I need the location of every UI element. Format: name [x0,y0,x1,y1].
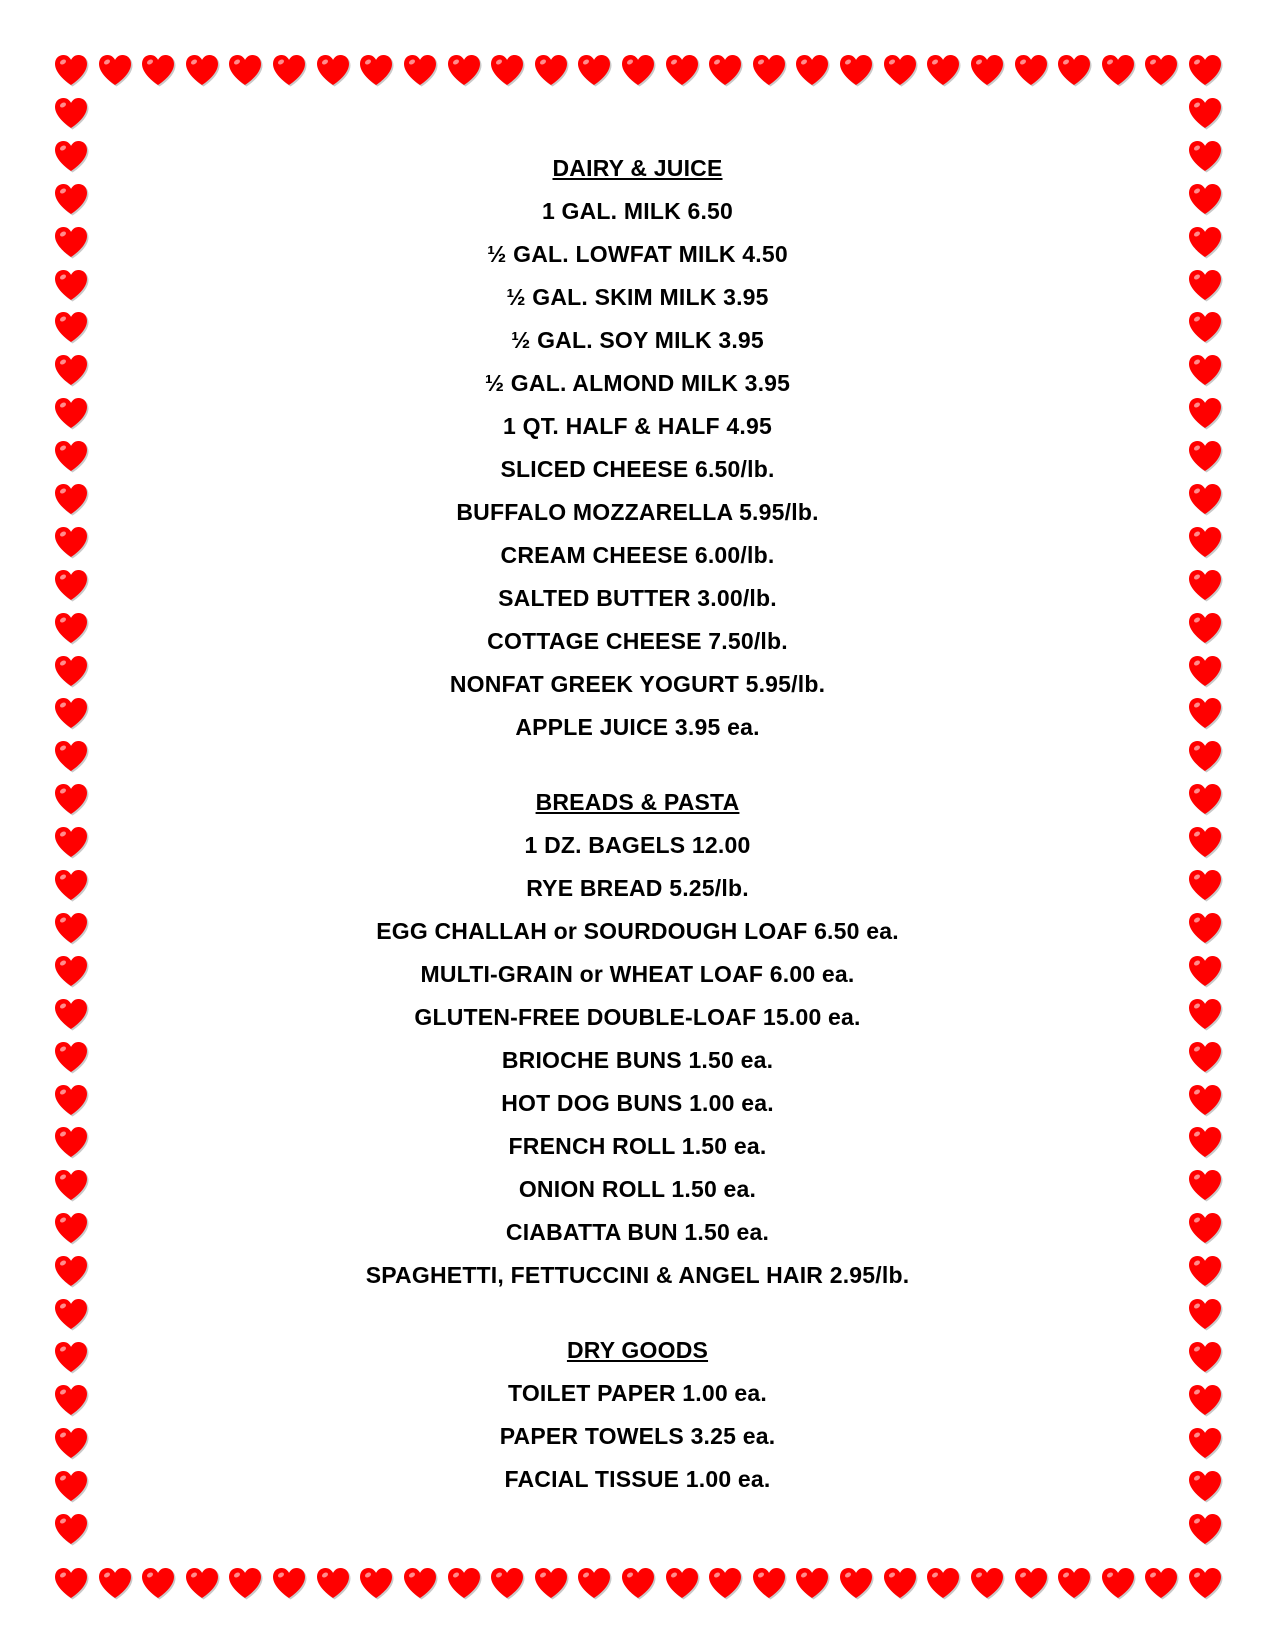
heart-icon [1187,53,1223,87]
heart-icon [1187,1340,1223,1374]
section-dry-goods [150,1329,1125,1501]
heart-icon [53,997,89,1031]
heart-icon [53,568,89,602]
heart-icon [1187,1211,1223,1245]
heart-icon [1013,1566,1049,1600]
heart-icon [707,53,743,87]
list-item: SALTED BUTTER 3.00/lb. [498,585,777,611]
heart-icon [53,1125,89,1159]
heart-icon [794,53,830,87]
heart-icon [664,53,700,87]
heart-icon [446,1566,482,1600]
heart-icon [925,53,961,87]
list-item: BRIOCHE BUNS 1.50 ea. [501,1047,774,1073]
heart-icon [620,1566,656,1600]
heart-icon [1187,139,1223,173]
list-item: CIABATTA BUN 1.50 ea. [505,1219,770,1245]
heart-icon [838,1566,874,1600]
heart-icon [751,53,787,87]
heart-icon [53,954,89,988]
section-heading: DAIRY & JUICE [552,155,723,181]
heart-icon [664,1566,700,1600]
heart-icon [1187,525,1223,559]
list-item: FACIAL TISSUE 1.00 ea. [504,1466,771,1492]
heart-icon [1100,53,1136,87]
heart-icon [315,53,351,87]
heart-icon [838,53,874,87]
list-item: TOILET PAPER 1.00 ea. [508,1380,767,1406]
heart-icon [53,268,89,302]
heart-icon [1187,396,1223,430]
heart-icon [489,1566,525,1600]
heart-icon [1187,1040,1223,1074]
heart-icon [1187,182,1223,216]
heart-icon [1056,1566,1092,1600]
heart-icon [184,53,220,87]
heart-icon [53,1469,89,1503]
heart-icon [1187,782,1223,816]
heart-icon [1187,96,1223,130]
section-breads-pasta [150,781,1125,1297]
heart-icon [53,225,89,259]
heart-icon [446,53,482,87]
heart-icon [1187,225,1223,259]
list-item: 1 GAL. MILK 6.50 [541,198,734,224]
heart-icon [1187,1383,1223,1417]
heart-icon [1187,1297,1223,1331]
section-dairy-juice [150,147,1125,749]
heart-icon [1187,1512,1223,1546]
list-item: 1 QT. HALF & HALF 4.95 [503,413,772,439]
heart-icon [1187,568,1223,602]
heart-icon [97,1566,133,1600]
heart-icon [620,53,656,87]
list-item: ½ GAL. SKIM MILK 3.95 [506,284,769,310]
heart-icon [533,53,569,87]
heart-icon [1187,868,1223,902]
heart-icon [53,1083,89,1117]
heart-icon [53,1383,89,1417]
list-item: SLICED CHEESE 6.50/lb. [500,456,775,482]
heart-icon [53,525,89,559]
heart-icon [1187,997,1223,1031]
list-item: HOT DOG BUNS 1.00 ea. [501,1090,774,1116]
heart-icon [402,1566,438,1600]
heart-icon [53,439,89,473]
heart-icon [97,53,133,87]
heart-icon [925,1566,961,1600]
heart-icon [227,1566,263,1600]
heart-icon [53,139,89,173]
list-item: MULTI-GRAIN or WHEAT LOAF 6.00 ea. [420,961,855,987]
heart-icon [1187,1469,1223,1503]
heart-icon [1013,53,1049,87]
heart-icon [1187,310,1223,344]
heart-icon [140,53,176,87]
heart-icon [1187,439,1223,473]
heart-icon [53,482,89,516]
heart-icon [184,1566,220,1600]
heart-icon [227,53,263,87]
heart-icon [1143,1566,1179,1600]
heart-icon [53,1040,89,1074]
item-list [150,190,1125,749]
heart-icon [1187,954,1223,988]
heart-icon [53,310,89,344]
heart-icon [53,53,89,87]
list-item: ½ GAL. ALMOND MILK 3.95 [484,370,791,396]
heart-icon [53,1168,89,1202]
section-heading: DRY GOODS [566,1337,709,1363]
heart-icon [882,1566,918,1600]
heart-icon [53,353,89,387]
heart-icon [53,1426,89,1460]
item-list [150,824,1125,1297]
heart-icon [53,1340,89,1374]
heart-icon [1187,1168,1223,1202]
heart-icon [53,739,89,773]
heart-icon [1187,1083,1223,1117]
heart-icon [1187,1254,1223,1288]
heart-icon [53,396,89,430]
list-item: APPLE JUICE 3.95 ea. [515,714,760,740]
heart-icon [53,782,89,816]
heart-icon [53,911,89,945]
heart-icon [315,1566,351,1600]
list-item: FRENCH ROLL 1.50 ea. [508,1133,767,1159]
heart-icon [53,1297,89,1331]
heart-icon [882,53,918,87]
list-item: CREAM CHEESE 6.00/lb. [500,542,775,568]
heart-icon [489,53,525,87]
heart-icon [53,1566,89,1600]
heart-icon [794,1566,830,1600]
list-item: SPAGHETTI, FETTUCCINI & ANGEL HAIR 2.95/lb. [365,1262,910,1288]
heart-icon [53,654,89,688]
heart-icon [358,53,394,87]
heart-icon [969,53,1005,87]
list-item: EGG CHALLAH or SOURDOUGH LOAF 6.50 ea. [376,918,899,944]
list-item: RYE BREAD 5.25/lb. [526,875,749,901]
list-item: ½ GAL. LOWFAT MILK 4.50 [487,241,788,267]
heart-icon [1187,1566,1223,1600]
heart-icon [402,53,438,87]
heart-icon [1187,353,1223,387]
item-list [150,1372,1125,1501]
heart-icon [1143,53,1179,87]
heart-icon [53,1512,89,1546]
heart-icon [1187,1125,1223,1159]
list-item: ONION ROLL 1.50 ea. [518,1176,757,1202]
heart-icon [53,825,89,859]
list-item: PAPER TOWELS 3.25 ea. [499,1423,776,1449]
list-item: COTTAGE CHEESE 7.50/lb. [487,628,788,654]
heart-icon [358,1566,394,1600]
heart-icon [1187,611,1223,645]
list-item: BUFFALO MOZZARELLA 5.95/lb. [456,499,819,525]
heart-icon [53,696,89,730]
heart-icon [1187,654,1223,688]
heart-icon [140,1566,176,1600]
heart-icon [53,868,89,902]
list-item: GLUTEN-FREE DOUBLE-LOAF 15.00 ea. [414,1004,861,1030]
heart-icon [1187,825,1223,859]
heart-icon [53,611,89,645]
heart-icon [53,96,89,130]
section-heading: BREADS & PASTA [535,789,740,815]
heart-icon [1187,911,1223,945]
heart-icon [1056,53,1092,87]
heart-icon [533,1566,569,1600]
heart-icon [53,1211,89,1245]
heart-icon [751,1566,787,1600]
heart-icon [53,182,89,216]
heart-icon [1100,1566,1136,1600]
heart-icon [707,1566,743,1600]
heart-icon [969,1566,1005,1600]
list-item: NONFAT GREEK YOGURT 5.95/lb. [449,671,826,697]
heart-icon [1187,696,1223,730]
heart-icon [576,1566,612,1600]
list-item: 1 DZ. BAGELS 12.00 [524,832,751,858]
heart-icon [271,1566,307,1600]
heart-icon [1187,482,1223,516]
heart-icon [1187,739,1223,773]
price-list [150,147,1125,1501]
heart-icon [576,53,612,87]
list-item: ½ GAL. SOY MILK 3.95 [511,327,764,353]
heart-icon [271,53,307,87]
heart-icon [53,1254,89,1288]
heart-icon [1187,1426,1223,1460]
heart-icon [1187,268,1223,302]
